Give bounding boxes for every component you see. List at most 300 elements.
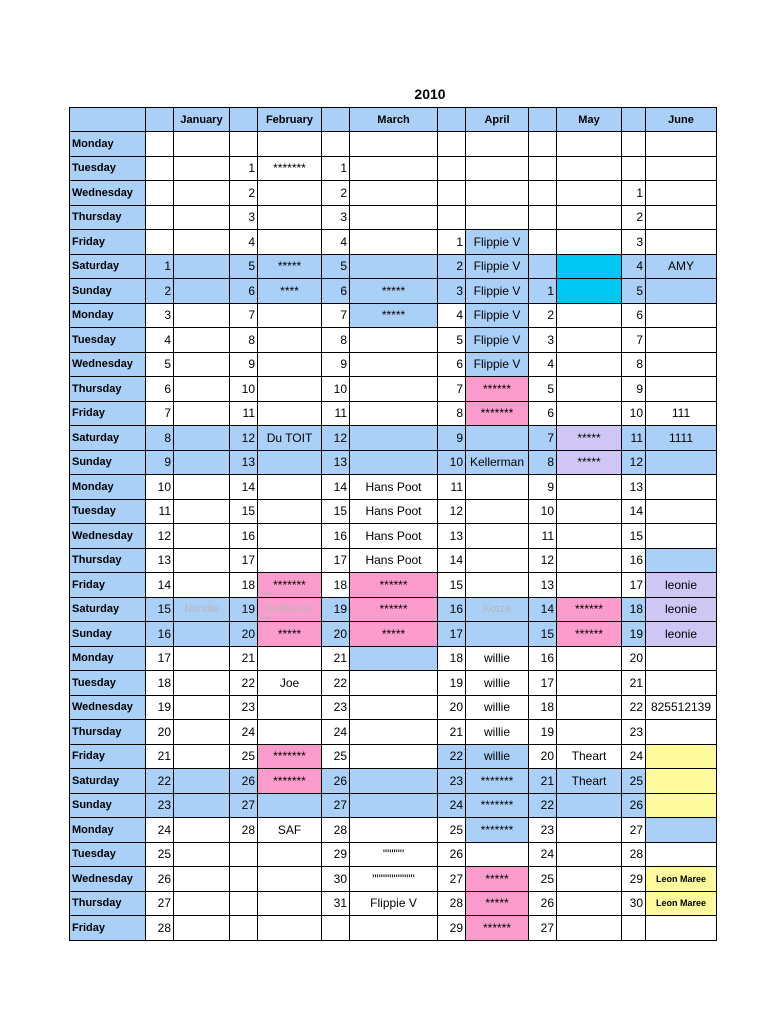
event-cell[interactable] [466, 548, 529, 573]
calendar-row [70, 132, 717, 157]
event-cell[interactable] [350, 377, 438, 402]
event-cell[interactable]: Du TOIT [258, 426, 322, 451]
event-cell[interactable]: leonie [646, 622, 717, 647]
event-cell[interactable] [350, 695, 438, 720]
event-cell[interactable] [174, 450, 230, 475]
event-cell[interactable]: ***** [258, 254, 322, 279]
date-number: 1 [529, 279, 557, 304]
date-number: 18 [230, 573, 258, 598]
event-cell[interactable] [557, 524, 622, 549]
date-number: 15 [322, 499, 350, 524]
event-cell[interactable] [557, 205, 622, 230]
date-number: 24 [529, 842, 557, 867]
event-cell[interactable] [174, 793, 230, 818]
event-cell[interactable] [557, 303, 622, 328]
event-cell[interactable] [174, 891, 230, 916]
event-cell[interactable] [646, 646, 717, 671]
event-cell[interactable] [466, 499, 529, 524]
event-cell[interactable] [174, 132, 230, 157]
event-cell[interactable] [350, 205, 438, 230]
event-cell[interactable] [557, 818, 622, 843]
event-cell[interactable]: ***** [466, 867, 529, 892]
event-cell[interactable] [646, 181, 717, 206]
event-cell[interactable] [646, 132, 717, 157]
event-cell[interactable] [174, 573, 230, 598]
event-cell[interactable] [646, 916, 717, 941]
date-number: 29 [322, 842, 350, 867]
event-cell[interactable] [174, 695, 230, 720]
event-cell[interactable] [174, 230, 230, 255]
weekday-label: Wednesday [70, 524, 146, 549]
date-number: 1 [230, 156, 258, 181]
event-cell[interactable]: 111 [646, 401, 717, 426]
event-cell[interactable]: Theart [557, 769, 622, 794]
date-number [438, 181, 466, 206]
event-cell[interactable] [646, 230, 717, 255]
date-number: 12 [230, 426, 258, 451]
date-number: 2 [230, 181, 258, 206]
event-cell[interactable] [350, 401, 438, 426]
event-cell[interactable] [350, 450, 438, 475]
event-cell[interactable]: willie [466, 646, 529, 671]
date-number [146, 156, 174, 181]
date-number [322, 916, 350, 941]
date-number: 8 [230, 328, 258, 353]
event-cell[interactable] [258, 524, 322, 549]
event-cell[interactable] [174, 475, 230, 500]
event-cell[interactable] [350, 769, 438, 794]
event-cell[interactable] [646, 352, 717, 377]
event-cell[interactable] [557, 475, 622, 500]
event-cell[interactable] [258, 475, 322, 500]
event-cell[interactable]: ******* [258, 156, 322, 181]
weekday-label: Thursday [70, 205, 146, 230]
event-cell[interactable] [174, 818, 230, 843]
event-cell[interactable] [258, 328, 322, 353]
event-cell[interactable] [258, 352, 322, 377]
date-number: 10 [622, 401, 646, 426]
event-cell[interactable] [174, 156, 230, 181]
event-cell[interactable]: ******* [258, 744, 322, 769]
event-cell[interactable] [174, 720, 230, 745]
event-cell[interactable]: Hans Poot [350, 499, 438, 524]
event-cell[interactable] [174, 548, 230, 573]
event-cell[interactable]: Theart [557, 744, 622, 769]
weekday-label: Sunday [70, 622, 146, 647]
date-number: 20 [622, 646, 646, 671]
event-cell[interactable] [557, 352, 622, 377]
date-number: 21 [322, 646, 350, 671]
event-cell[interactable] [258, 548, 322, 573]
event-cell[interactable]: willie [466, 671, 529, 696]
event-cell[interactable] [646, 450, 717, 475]
event-cell[interactable] [557, 401, 622, 426]
event-cell[interactable]: ****** [557, 597, 622, 622]
date-number: 20 [529, 744, 557, 769]
event-cell[interactable]: SAF [258, 818, 322, 843]
date-number [322, 132, 350, 157]
event-cell[interactable]: ***** [466, 891, 529, 916]
event-cell[interactable] [174, 205, 230, 230]
event-cell[interactable] [258, 867, 322, 892]
event-cell[interactable] [350, 646, 438, 671]
event-cell[interactable] [646, 328, 717, 353]
date-number: 17 [146, 646, 174, 671]
event-cell[interactable] [646, 769, 717, 794]
date-number: 22 [438, 744, 466, 769]
date-number: 11 [438, 475, 466, 500]
date-number: 31 [322, 891, 350, 916]
event-cell[interactable]: Joe [258, 671, 322, 696]
weekday-label: Friday [70, 916, 146, 941]
event-cell[interactable]: leonie [646, 573, 717, 598]
event-cell[interactable]: Eekhoorn [258, 597, 322, 622]
event-cell[interactable]: Leon Maree [646, 891, 717, 916]
event-cell[interactable] [258, 499, 322, 524]
event-cell[interactable] [258, 303, 322, 328]
event-cell[interactable] [350, 230, 438, 255]
event-cell[interactable] [174, 646, 230, 671]
event-cell[interactable] [646, 205, 717, 230]
event-cell[interactable] [174, 352, 230, 377]
event-cell[interactable] [466, 842, 529, 867]
event-cell[interactable]: Nandie [174, 597, 230, 622]
date-number: 24 [622, 744, 646, 769]
event-cell[interactable] [466, 573, 529, 598]
date-number: 17 [529, 671, 557, 696]
date-number: 3 [322, 205, 350, 230]
date-number: 27 [230, 793, 258, 818]
event-cell[interactable]: ****** [350, 597, 438, 622]
event-cell[interactable] [466, 181, 529, 206]
event-cell[interactable] [466, 524, 529, 549]
calendar-row [70, 377, 717, 402]
event-cell[interactable] [557, 695, 622, 720]
event-cell[interactable] [174, 181, 230, 206]
date-number: 7 [146, 401, 174, 426]
event-cell[interactable] [174, 671, 230, 696]
event-cell[interactable] [258, 205, 322, 230]
event-cell[interactable] [174, 303, 230, 328]
event-cell[interactable] [646, 156, 717, 181]
calendar-title: 2010 [414, 86, 446, 102]
event-cell[interactable]: ******* [258, 769, 322, 794]
event-cell[interactable]: willie [466, 744, 529, 769]
weekday-label: Monday [70, 132, 146, 157]
event-cell[interactable] [174, 744, 230, 769]
event-cell[interactable]: Flippie V [466, 303, 529, 328]
event-cell[interactable]: Leon Maree [646, 867, 717, 892]
event-cell[interactable] [258, 646, 322, 671]
date-number: 26 [622, 793, 646, 818]
calendar-row [70, 720, 717, 745]
date-number [230, 842, 258, 867]
date-number: 14 [438, 548, 466, 573]
event-cell[interactable]: willie [466, 695, 529, 720]
date-number: 10 [230, 377, 258, 402]
event-cell[interactable] [646, 548, 717, 573]
event-cell[interactable]: **** [258, 279, 322, 304]
date-number: 22 [622, 695, 646, 720]
event-cell[interactable]: ***** [350, 279, 438, 304]
event-cell[interactable] [466, 475, 529, 500]
event-cell[interactable] [174, 328, 230, 353]
calendar-row [70, 181, 717, 206]
date-number: 2 [438, 254, 466, 279]
event-cell[interactable]: Flippie V [350, 891, 438, 916]
event-cell[interactable] [258, 793, 322, 818]
event-cell[interactable] [466, 156, 529, 181]
month-header-february: February [258, 108, 322, 132]
event-cell[interactable] [174, 426, 230, 451]
date-number: 7 [622, 328, 646, 353]
event-cell[interactable] [557, 916, 622, 941]
event-cell[interactable] [557, 230, 622, 255]
event-cell[interactable] [174, 867, 230, 892]
event-cell[interactable] [258, 695, 322, 720]
date-number: 11 [322, 401, 350, 426]
event-cell[interactable] [557, 328, 622, 353]
weekday-label: Monday [70, 475, 146, 500]
event-cell[interactable] [258, 377, 322, 402]
event-cell[interactable] [557, 132, 622, 157]
event-cell[interactable]: Kotze [466, 597, 529, 622]
date-number [438, 205, 466, 230]
event-cell[interactable] [258, 891, 322, 916]
event-cell[interactable] [646, 818, 717, 843]
event-cell[interactable] [557, 867, 622, 892]
event-cell[interactable]: ***** [557, 450, 622, 475]
event-cell[interactable] [350, 254, 438, 279]
date-number: 20 [230, 622, 258, 647]
date-number: 18 [146, 671, 174, 696]
event-cell[interactable]: ***** [258, 622, 322, 647]
event-cell[interactable] [350, 793, 438, 818]
date-number: 5 [230, 254, 258, 279]
event-cell[interactable] [350, 156, 438, 181]
header-date-slot [322, 108, 350, 132]
event-cell[interactable] [557, 891, 622, 916]
date-number [146, 132, 174, 157]
date-number: 23 [146, 793, 174, 818]
date-number: 14 [322, 475, 350, 500]
event-cell[interactable]: Flippie V [466, 279, 529, 304]
event-cell[interactable] [350, 181, 438, 206]
date-number: 28 [146, 916, 174, 941]
calendar-row [70, 205, 717, 230]
event-cell[interactable]: ****** [466, 916, 529, 941]
event-cell[interactable] [258, 181, 322, 206]
event-cell[interactable] [258, 842, 322, 867]
date-number: 9 [529, 475, 557, 500]
event-cell[interactable]: ***** [350, 303, 438, 328]
event-cell[interactable] [466, 622, 529, 647]
event-cell[interactable] [258, 720, 322, 745]
event-cell[interactable] [466, 132, 529, 157]
date-number: 28 [622, 842, 646, 867]
event-cell[interactable] [646, 793, 717, 818]
event-cell[interactable] [557, 646, 622, 671]
event-cell[interactable] [646, 475, 717, 500]
event-cell[interactable] [646, 303, 717, 328]
event-cell[interactable] [557, 720, 622, 745]
event-cell[interactable]: ******* [258, 573, 322, 598]
calendar-row [70, 671, 717, 696]
calendar-row [70, 818, 717, 843]
event-cell[interactable] [466, 426, 529, 451]
event-cell[interactable] [646, 279, 717, 304]
event-cell[interactable]: Hans Poot [350, 548, 438, 573]
date-number: 15 [529, 622, 557, 647]
weekday-label: Monday [70, 818, 146, 843]
event-cell[interactable] [350, 916, 438, 941]
event-cell[interactable]: AMY [646, 254, 717, 279]
calendar-row [70, 769, 717, 794]
event-cell[interactable] [350, 352, 438, 377]
event-cell[interactable]: Kellerman [466, 450, 529, 475]
event-cell[interactable]: ***** [350, 622, 438, 647]
event-cell[interactable] [258, 450, 322, 475]
event-cell[interactable] [646, 377, 717, 402]
event-cell[interactable] [174, 524, 230, 549]
event-cell[interactable]: """"" [350, 842, 438, 867]
event-cell[interactable]: leonie [646, 597, 717, 622]
event-cell[interactable] [557, 181, 622, 206]
date-number: 8 [146, 426, 174, 451]
event-cell[interactable]: Flippie V [466, 328, 529, 353]
date-number: 18 [322, 573, 350, 598]
date-number: 1 [322, 156, 350, 181]
event-cell[interactable] [557, 279, 622, 304]
event-cell[interactable] [646, 524, 717, 549]
date-number: 8 [438, 401, 466, 426]
date-number: 21 [438, 720, 466, 745]
event-cell[interactable] [557, 548, 622, 573]
event-cell[interactable]: ******* [466, 769, 529, 794]
event-cell[interactable] [258, 230, 322, 255]
date-number: 7 [230, 303, 258, 328]
date-number [146, 181, 174, 206]
calendar-grid [69, 107, 717, 941]
date-number: 20 [322, 622, 350, 647]
event-cell[interactable]: Flippie V [466, 230, 529, 255]
weekday-label: Saturday [70, 254, 146, 279]
date-number: 25 [146, 842, 174, 867]
event-cell[interactable] [466, 205, 529, 230]
event-cell[interactable]: ******* [466, 818, 529, 843]
event-cell[interactable] [258, 401, 322, 426]
event-cell[interactable]: Hans Poot [350, 475, 438, 500]
event-cell[interactable] [174, 842, 230, 867]
event-cell[interactable] [557, 499, 622, 524]
event-cell[interactable]: Hans Poot [350, 524, 438, 549]
weekday-label: Thursday [70, 720, 146, 745]
event-cell[interactable]: ****** [466, 377, 529, 402]
date-number: 12 [322, 426, 350, 451]
event-cell[interactable]: 1111 [646, 426, 717, 451]
event-cell[interactable] [646, 499, 717, 524]
date-number: 3 [622, 230, 646, 255]
event-cell[interactable]: """""""""" [350, 867, 438, 892]
event-cell[interactable] [557, 793, 622, 818]
event-cell[interactable]: ******* [466, 793, 529, 818]
event-cell[interactable] [350, 426, 438, 451]
event-cell[interactable]: ****** [557, 622, 622, 647]
event-cell[interactable] [174, 499, 230, 524]
date-number: 16 [146, 622, 174, 647]
event-cell[interactable] [174, 769, 230, 794]
event-cell[interactable] [350, 720, 438, 745]
event-cell[interactable] [258, 916, 322, 941]
event-cell[interactable] [646, 720, 717, 745]
event-cell[interactable] [557, 573, 622, 598]
date-number: 20 [438, 695, 466, 720]
event-cell[interactable]: ***** [557, 426, 622, 451]
event-cell[interactable] [174, 916, 230, 941]
date-number: 23 [230, 695, 258, 720]
date-number: 21 [529, 769, 557, 794]
date-number: 5 [529, 377, 557, 402]
event-cell[interactable] [646, 671, 717, 696]
event-cell[interactable] [350, 328, 438, 353]
event-cell[interactable] [174, 377, 230, 402]
month-header-may: May [557, 108, 622, 132]
date-number: 23 [622, 720, 646, 745]
calendar-row [70, 401, 717, 426]
event-cell[interactable] [174, 279, 230, 304]
date-number: 24 [146, 818, 174, 843]
event-cell[interactable] [557, 254, 622, 279]
event-cell[interactable] [557, 156, 622, 181]
event-cell[interactable] [174, 254, 230, 279]
event-cell[interactable]: willie [466, 720, 529, 745]
date-number [230, 916, 258, 941]
calendar-row [70, 744, 717, 769]
event-cell[interactable]: Flippie V [466, 352, 529, 377]
date-number: 5 [438, 328, 466, 353]
event-cell[interactable]: Flippie V [466, 254, 529, 279]
event-cell[interactable] [646, 842, 717, 867]
event-cell[interactable] [174, 622, 230, 647]
date-number [529, 181, 557, 206]
date-number: 24 [322, 720, 350, 745]
date-number: 7 [322, 303, 350, 328]
date-number: 8 [622, 352, 646, 377]
date-number [146, 230, 174, 255]
event-cell[interactable] [557, 842, 622, 867]
event-cell[interactable] [557, 671, 622, 696]
date-number: 27 [622, 818, 646, 843]
event-cell[interactable]: ******* [466, 401, 529, 426]
date-number [529, 132, 557, 157]
event-cell[interactable] [258, 132, 322, 157]
event-cell[interactable] [350, 744, 438, 769]
event-cell[interactable] [350, 818, 438, 843]
date-number: 30 [622, 891, 646, 916]
event-cell[interactable] [174, 401, 230, 426]
event-cell[interactable] [350, 132, 438, 157]
date-number: 5 [146, 352, 174, 377]
event-cell[interactable] [646, 744, 717, 769]
date-number: 7 [438, 377, 466, 402]
date-number: 27 [529, 916, 557, 941]
event-cell[interactable]: 825512139 [646, 695, 717, 720]
event-cell[interactable] [557, 377, 622, 402]
event-cell[interactable] [350, 671, 438, 696]
event-cell[interactable]: ****** [350, 573, 438, 598]
date-number: 6 [438, 352, 466, 377]
date-number: 19 [529, 720, 557, 745]
